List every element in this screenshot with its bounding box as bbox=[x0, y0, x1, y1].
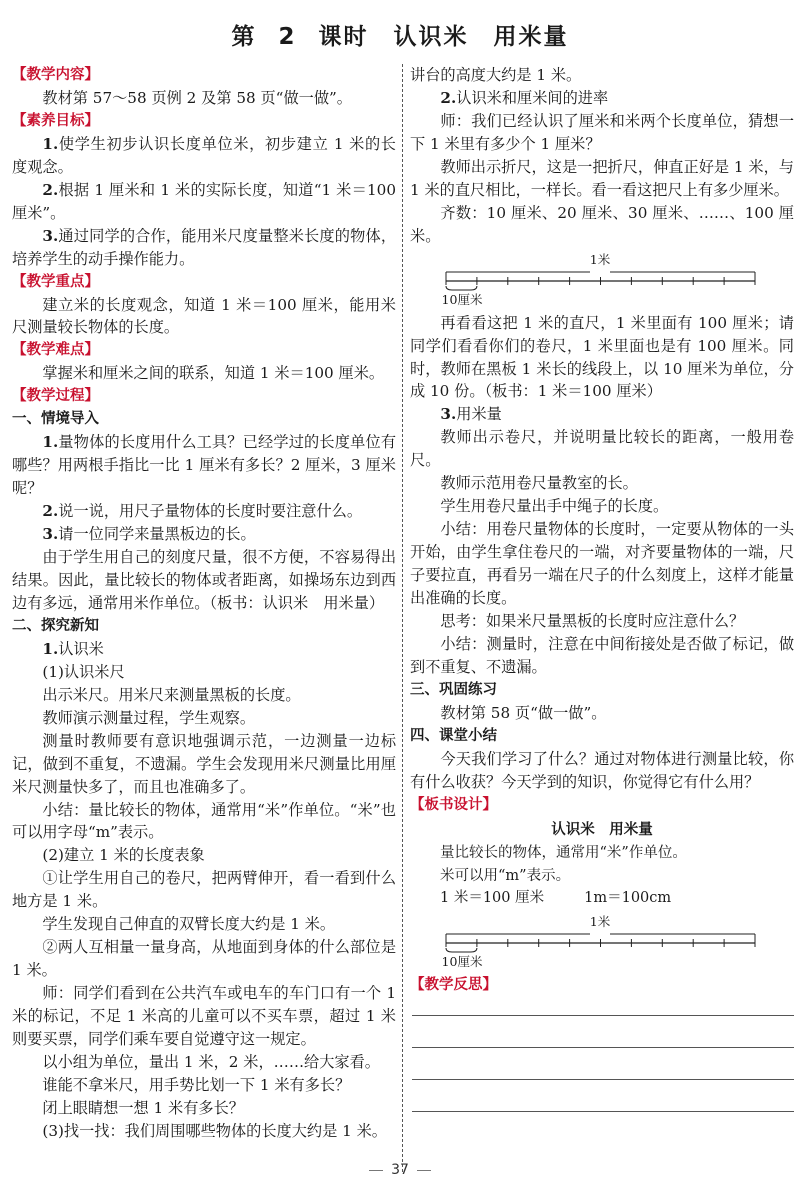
intro-item-1-text: 量物体的长度用什么工具？已经学过的长度单位有哪些？用两根手指比一比 1 厘米有多长？2 厘米，3 厘米呢？ bbox=[12, 433, 396, 498]
board-line-2: 米可以用“m”表示。 bbox=[440, 867, 571, 884]
section-label-key-points: 【教学重点】 bbox=[12, 273, 99, 290]
right-column bbox=[410, 64, 794, 1143]
goal-1 bbox=[12, 133, 396, 179]
intro-item-1 bbox=[12, 431, 396, 500]
practice-text: 教材第 58 页“做一做”。 bbox=[440, 703, 607, 722]
section-label-reflection: 【教学反思】 bbox=[410, 977, 497, 994]
heading-practice: 三、巩固练习 bbox=[410, 681, 497, 698]
ruler-2-top-label: 1米 bbox=[589, 914, 611, 930]
right-continuation: 讲台的高度大约是 1 米。 bbox=[410, 66, 582, 84]
goal-3 bbox=[12, 225, 396, 271]
footer-dash-left bbox=[369, 1170, 383, 1171]
left-column bbox=[12, 64, 396, 1143]
heading-explore: 二、探究新知 bbox=[12, 617, 99, 634]
key-points-text: 建立米的长度观念，知道 1 米＝100 厘米，能用米尺测量较长物体的长度。 bbox=[12, 295, 396, 337]
reflection-line bbox=[412, 1015, 794, 1016]
intro-item-3-text: 请一位同学来量黑板边的长。 bbox=[58, 525, 256, 544]
heading-summary: 四、课堂小结 bbox=[410, 727, 497, 744]
reflection-line bbox=[412, 1047, 794, 1048]
section-label-process: 【教学过程】 bbox=[12, 388, 99, 405]
ruler-2-bottom-brace bbox=[446, 948, 477, 952]
explore-e: 小结：量比较长的物体，通常用“米”作单位。“米”也可以用字母“m”表示。 bbox=[12, 800, 396, 842]
explore-f: (2)建立 1 米的长度表象 bbox=[42, 846, 205, 865]
board-unit-en: 1m＝100cm bbox=[584, 890, 672, 907]
meter-ruler-diagram bbox=[410, 250, 794, 308]
board-line-1: 量比较长的物体，通常用“米”作单位。 bbox=[440, 844, 687, 861]
explore-k: 以小组为单位，量出 1 米，2 米，……给大家看。 bbox=[42, 1052, 380, 1071]
explore-b: 出示米尺。用米尺来测量黑板的长度。 bbox=[42, 685, 301, 704]
section-label-goals: 【素养目标】 bbox=[12, 112, 99, 129]
intro-item-2 bbox=[12, 500, 396, 523]
right-h: 学生用卷尺量出手中绳子的长度。 bbox=[440, 497, 669, 516]
column-divider bbox=[402, 64, 403, 1172]
board-heading: 认识米 用米量 bbox=[551, 821, 653, 838]
section-label-content: 【教学内容】 bbox=[12, 67, 99, 83]
intro-item-2-number: 2. bbox=[42, 502, 59, 521]
intro-item-1-number: 1. bbox=[42, 433, 59, 452]
goal-2-number: 2. bbox=[42, 180, 59, 199]
explore-l: 谁能不拿米尺，用手势比划一下 1 米有多长？ bbox=[42, 1075, 351, 1094]
reflection-line bbox=[412, 1111, 794, 1112]
explore-sub-1-number: 1. bbox=[42, 639, 59, 658]
goal-2 bbox=[12, 179, 396, 225]
intro-paragraph: 由于学生用自己的刻度尺量，很不方便，不容易得出结果。因此，量比较长的物体或者距离，如操场东边到西边有多远，通常用米作单位。（板书：认识米 用米量） bbox=[12, 548, 396, 612]
reflection-line bbox=[412, 1079, 794, 1080]
page-title: 第 2 课时 认识米 用米量 bbox=[231, 24, 569, 50]
right-c: 教师出示折尺，这是一把折尺，伸直正好是 1 米，与 1 米的直尺相比，一样长。看一看这把尺上有多少厘米。 bbox=[410, 157, 794, 199]
right-f: 教师出示卷尺，并说明量比较长的距离，一般用卷尺。 bbox=[410, 428, 794, 470]
board-ruler-diagram bbox=[410, 912, 794, 970]
explore-sub-1 bbox=[12, 638, 396, 661]
explore-a: (1)认识米尺 bbox=[42, 662, 125, 681]
heading-intro: 一、情境导入 bbox=[12, 411, 99, 428]
explore-n: (3)找一找：我们周围哪些物体的长度大约是 1 米。 bbox=[42, 1121, 387, 1140]
reflection-lines bbox=[410, 1015, 794, 1112]
explore-sub-3 bbox=[410, 403, 794, 426]
right-i: 小结：用卷尺量物体的长度时，一定要从物体的一头开始，由学生拿住卷尺的一端，对齐要量物体的一端，尺子要拉直，再看另一端在尺子的什么刻度上，这样才能量出准确的长度。 bbox=[410, 520, 794, 608]
goal-1-text: 使学生初步认识长度单位米，初步建立 1 米的长度观念。 bbox=[12, 134, 396, 176]
right-g: 教师示范用卷尺量教室的长。 bbox=[440, 474, 638, 493]
explore-m: 闭上眼睛想一想 1 米有多长？ bbox=[42, 1098, 244, 1117]
explore-c: 教师演示测量过程，学生观察。 bbox=[42, 708, 256, 727]
explore-sub-3-number: 3. bbox=[440, 405, 457, 424]
section-label-board: 【板书设计】 bbox=[410, 796, 497, 813]
page-footer bbox=[0, 1162, 800, 1178]
explore-sub-1-text: 认识米 bbox=[58, 639, 104, 658]
explore-sub-2-number: 2. bbox=[440, 88, 457, 107]
goal-3-number: 3. bbox=[42, 226, 59, 245]
intro-item-3 bbox=[12, 523, 396, 546]
right-d: 齐数：10 厘米、20 厘米、30 厘米、……、100 厘米。 bbox=[410, 203, 794, 245]
difficulties-text: 掌握米和厘米之间的联系，知道 1 米＝100 厘米。 bbox=[42, 364, 385, 383]
explore-d: 测量时教师要有意识地强调示范，一边测量一边标记，做到不重复，不遗漏。学生会发现用米尺测量比用厘米尺测量快多了，而且也准确多了。 bbox=[12, 731, 396, 796]
right-k: 小结：测量时，注意在中间衔接处是否做了标记，做到不重复、不遗漏。 bbox=[410, 634, 794, 676]
right-j: 思考：如果米尺量黑板的长度时应注意什么？ bbox=[440, 612, 745, 631]
footer-dash-right bbox=[417, 1170, 431, 1171]
page-number: 37 bbox=[391, 1162, 409, 1178]
goal-1-number: 1. bbox=[42, 134, 59, 153]
board-unit-cn: 1 米＝100 厘米 bbox=[440, 890, 545, 907]
ruler-1-top-label: 1米 bbox=[589, 251, 611, 267]
explore-g: ①让学生用自己的卷尺，把两臂伸开，看一看到什么地方是 1 米。 bbox=[12, 869, 396, 911]
ruler-2-bottom-label: 10厘米 bbox=[441, 954, 483, 970]
explore-sub-3-text: 用米量 bbox=[456, 405, 502, 424]
explore-h: 学生发现自己伸直的双臂长度大约是 1 米。 bbox=[42, 915, 336, 934]
content-text: 教材第 57～58 页例 2 及第 58 页“做一做”。 bbox=[42, 88, 352, 107]
explore-sub-2-text: 认识米和厘米间的进率 bbox=[456, 88, 609, 107]
summary-text: 今天我们学习了什么？通过对物体进行测量比较，你有什么收获？今天学到的知识，你觉得它有什么用？ bbox=[410, 749, 794, 791]
explore-i: ②两人互相量一量身高，从地面到身体的什么部位是 1 米。 bbox=[12, 938, 396, 980]
explore-j: 师：同学们看到在公共汽车或电车的车门口有一个 1 米的标记，不足 1 米高的儿童可以不买车票，超过 1 米则要买票，同学们乘车要自觉遵守这一规定。 bbox=[12, 984, 396, 1049]
goal-3-text: 通过同学的合作，能用米尺度量整米长度的物体，培养学生的动手操作能力。 bbox=[12, 226, 396, 268]
board-units bbox=[410, 887, 794, 910]
explore-sub-2 bbox=[410, 87, 794, 110]
right-b: 师：我们已经认识了厘米和米两个长度单位，猜想一下 1 米里有多少个 1 厘米？ bbox=[410, 111, 794, 153]
section-label-difficulties: 【教学难点】 bbox=[12, 342, 99, 359]
ruler-1-bottom-brace bbox=[446, 286, 477, 290]
goal-2-text: 根据 1 厘米和 1 米的实际长度，知道“1 米＝100 厘米”。 bbox=[12, 180, 396, 222]
ruler-1-bottom-label: 10厘米 bbox=[441, 291, 483, 307]
right-e: 再看看这把 1 米的直尺，1 米里面有 100 厘米；请同学们看看你们的卷尺，1 米里面也是有 100 厘米。同时，教师在黑板 1 米长的线段上，以 10 厘米为单位，分成 10 份。（板书：1 米＝100 厘米） bbox=[410, 313, 794, 401]
intro-item-3-number: 3. bbox=[42, 525, 59, 544]
intro-item-2-text: 说一说，用尺子量物体的长度时要注意什么。 bbox=[58, 502, 362, 521]
